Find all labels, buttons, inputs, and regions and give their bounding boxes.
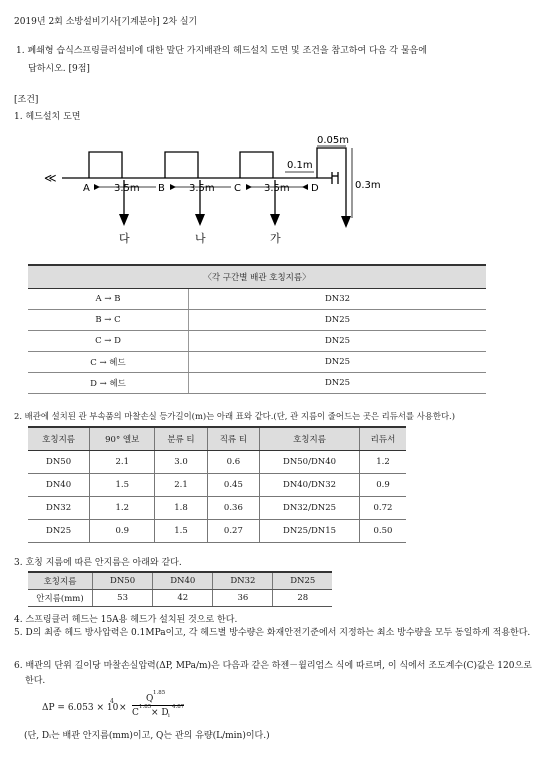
head-label-na: 나 — [195, 232, 206, 245]
question-line1: 1. 폐쇄형 습식스프링클러설비에 대한 말단 가지배관의 헤드설치 도면 및 조건을 참고하여 다음 각 물음에 — [16, 46, 427, 56]
side-label: 0.3m — [355, 180, 381, 191]
riser-a — [89, 152, 122, 178]
pipe-diagram — [0, 0, 540, 260]
condition-6: 6. 배관의 단위 길이당 마찰손실압력(ΔP, MPa/m)은 다음과 같은 하젠－윌리엄스 식에 따르며, 이 식에서 조도계수(C)값은 120으로 한다. — [14, 661, 532, 686]
head-label-ga: 가 — [270, 232, 281, 245]
condition-2: 2. 배관에 설치된 관 부속품의 마찰손실 등가길이(m)는 아래 표와 같다.(단, 관 지름이 줄어드는 곳은 리듀서를 사용한다.) — [14, 411, 455, 421]
table-row: A → B DN32 — [28, 289, 486, 310]
point-d: D — [311, 183, 319, 194]
condition-3: 3. 호칭 지름에 따른 안지름은 아래와 같다. — [14, 558, 182, 568]
formula-numerator: Q — [146, 694, 154, 704]
conditions-label: [조건] — [14, 95, 39, 105]
question-line2: 답하시오. [9점] — [28, 64, 90, 74]
formula-numerator-exp: 1.85 — [153, 690, 166, 696]
head-label-da: 다 — [119, 232, 130, 245]
arrow-head-ga — [270, 214, 280, 226]
condition-4: 4. 스프링클러 헤드는 15A용 헤드가 설치된 것으로 한다. — [14, 615, 238, 625]
short-label: 0.1m — [287, 160, 313, 171]
segment-label-cd: 3.5m — [264, 183, 290, 194]
formula-den-d-exp: 4.87 — [172, 704, 185, 710]
condition-5: 5. D의 최종 헤드 방사압력은 0.1MPa이고, 각 헤드별 방수량은 화재안전기준에서 지정하는 최소 방수량을 모두 동일하게 적용한다. — [14, 628, 531, 638]
condition-1-title: 1. 헤드설치 도면 — [14, 112, 81, 122]
table-row: DN40 1.5 2.1 0.45 DN40/DN32 0.9 — [28, 474, 406, 497]
table-row: 안지름(mm) 53 42 36 28 — [28, 590, 332, 607]
arrow-head-d — [341, 216, 351, 228]
riser-b — [165, 152, 198, 178]
inner-diameter-table: 호칭지름 DN50 DN40 DN32 DN25 안지름(mm) 53 42 36 28 — [28, 571, 332, 607]
pipe-size-table-title: 〈각 구간별 배관 호칭지름〉 — [28, 265, 486, 289]
point-b: B — [158, 183, 165, 194]
arrow-head-da — [119, 214, 129, 226]
segment-label-ab: 3.5m — [114, 183, 140, 194]
table-row: C → 헤드 DN25 — [28, 352, 486, 373]
formula-den-c: C — [132, 708, 139, 718]
pipe-break-mark: ≪ — [44, 171, 57, 185]
formula-exponent: 4 — [110, 698, 114, 705]
table-row: C → D DN25 — [28, 331, 486, 352]
point-a: A — [83, 183, 90, 194]
equivalent-length-table: 호칭지름 90° 엘보 분류 티 직류 티 호칭지름 리듀서 DN50 2.1 3.0 0.6 DN50/DN40 1.2 DN40 1.5 2.1 0.45 DN40/DN32 0.9 DN32 1.2 1.8 0.36 DN32/DN25 0.72 DN25 0.9 1.5 0.27 DN25/DN15 0.50 — [28, 426, 406, 543]
table-row: DN32 1.2 1.8 0.36 DN32/DN25 0.72 — [28, 497, 406, 520]
point-c: C — [234, 183, 241, 194]
pipe-size-table — [28, 264, 486, 394]
segment-label-bc: 3.5m — [189, 183, 215, 194]
page-header: 2019년 2회 소방설비기사[기계분야] 2차 실기 — [14, 17, 198, 27]
formula-note: (단, Dᵢ는 배관 안지름(mm)이고, Q는 관의 유량(L/min)이다.) — [24, 731, 270, 741]
table-row: D → 헤드 DN25 — [28, 373, 486, 394]
table-row: DN25 0.9 1.5 0.27 DN25/DN15 0.50 — [28, 520, 406, 543]
formula-den-sub: i — [168, 713, 170, 719]
formula-den-c-exp: 1.85 — [139, 704, 152, 710]
riser-c — [240, 152, 273, 178]
top-label: 0.05m — [317, 135, 350, 146]
formula-den-x: × D — [151, 708, 169, 718]
formula-times: × — [119, 703, 127, 713]
table-row: B → C DN25 — [28, 310, 486, 331]
formula-lhs: ΔP = 6.053 × 10 — [42, 703, 119, 713]
arrow-head-na — [195, 214, 205, 226]
table-row: DN50 2.1 3.0 0.6 DN50/DN40 1.2 — [28, 451, 406, 474]
